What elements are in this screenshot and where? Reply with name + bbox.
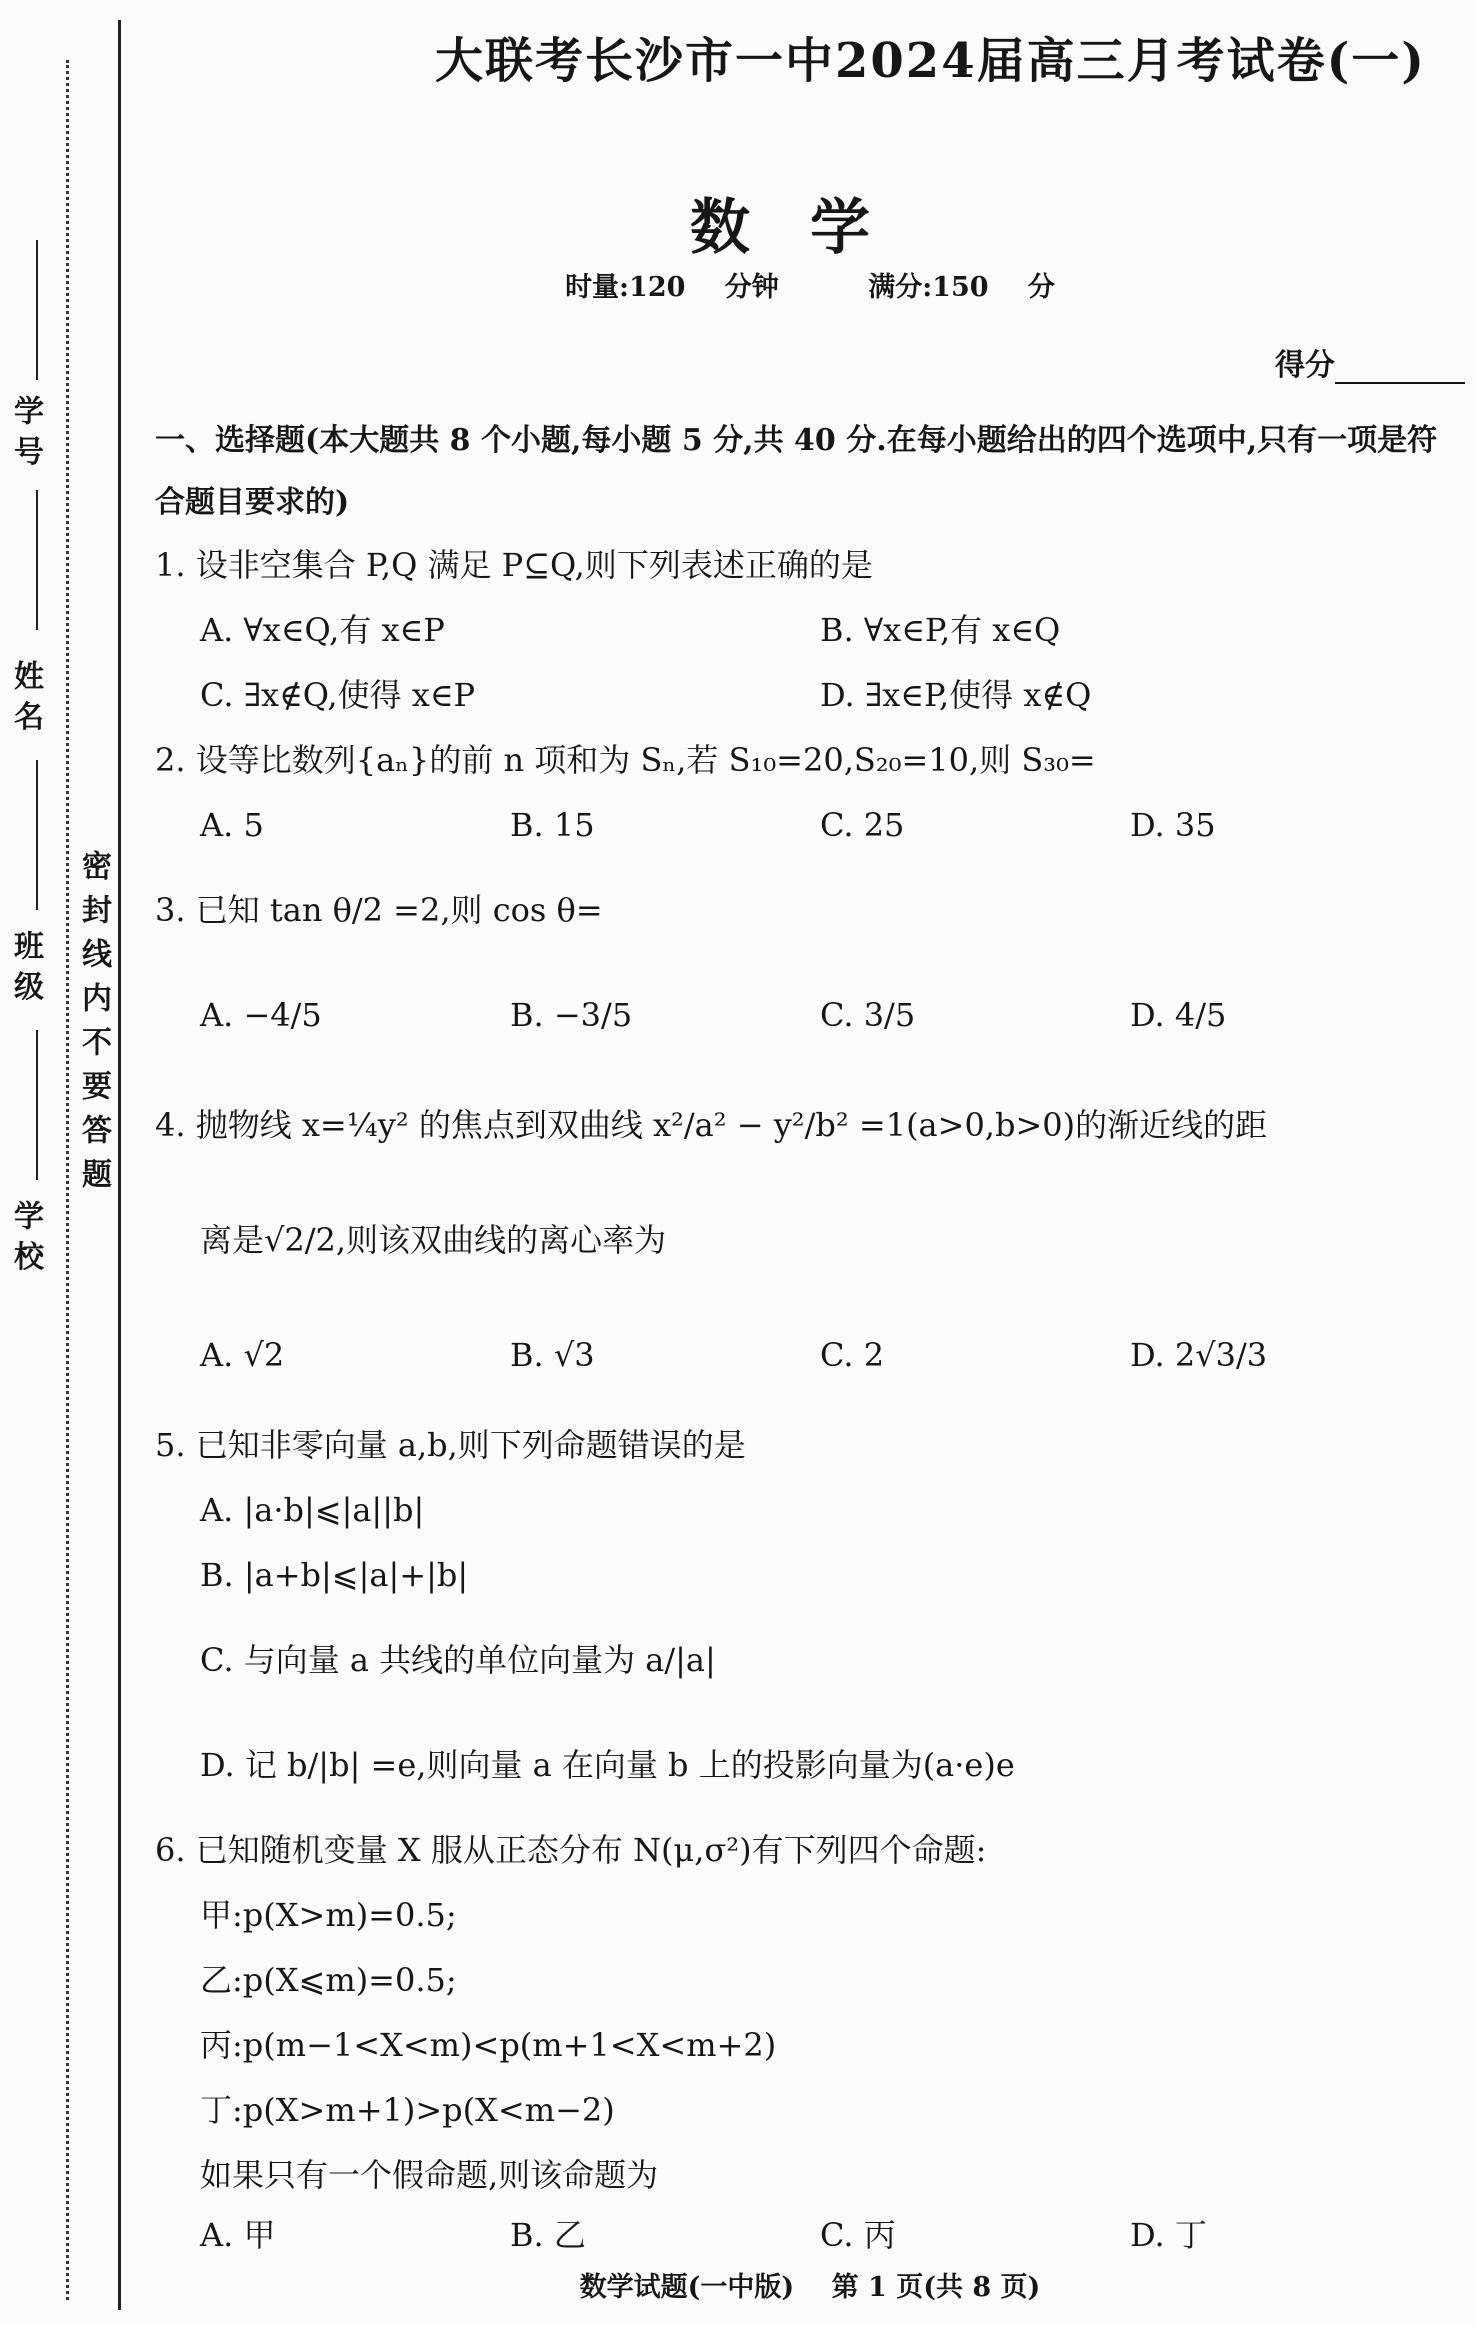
binding-strip (0, 0, 150, 2325)
question-stem: 2. 设等比数列{aₙ}的前 n 项和为 Sₙ,若 S₁₀=20,S₂₀=10,则 S₃₀= (155, 741, 1096, 779)
option: B. 乙 (510, 2216, 586, 2254)
subject-title: 数学 (690, 193, 930, 263)
question-stem: 1. 设非空集合 P,Q 满足 P⊆Q,则下列表述正确的是 (155, 546, 873, 584)
option: C. 3/5 (820, 996, 916, 1034)
option: D. 丁 (1130, 2216, 1207, 2254)
option: C. 与向量 a 共线的单位向量为 a/|a| (200, 1641, 716, 1679)
student-id-label: 学 号 (8, 395, 43, 466)
option: A. 5 (200, 806, 264, 844)
option: A. |a·b|⩽|a||b| (200, 1491, 425, 1529)
score-label: 得分 (1275, 348, 1335, 383)
question-stem: 4. 抛物线 x=¼y² 的焦点到双曲线 x²/a² − y²/b² =1(a>0,b>0)的渐近线的距 (155, 1106, 1268, 1144)
score-field (1275, 340, 1465, 384)
option: A. √2 (200, 1336, 285, 1374)
full-score: 满分:150 分 (868, 272, 1055, 303)
footer-paper-name: 数学试题(一中版) (579, 2272, 795, 2303)
school-blank (36, 1030, 38, 1180)
name-blank (36, 490, 38, 630)
proposition-line: 如果只有一个假命题,则该命题为 (200, 2156, 659, 2194)
option: C. ∃x∉Q,使得 x∈P (200, 676, 476, 714)
student-id-blank (36, 240, 38, 380)
section-title: 一、选择题(本大题共 8 个小题,每小题 5 分,共 40 分.在每小题给出的四个选项中,只有一项是符合题目要求的) (155, 423, 1438, 520)
class-blank (36, 760, 38, 910)
option: C. 2 (820, 1336, 885, 1374)
dotted-fold-line (66, 60, 69, 2300)
school-label: 学 校 (8, 1200, 43, 1271)
option: A. 甲 (200, 2216, 276, 2254)
class-label: 班 级 (8, 930, 43, 1001)
question-stem-continued: 离是√2/2,则该双曲线的离心率为 (200, 1221, 667, 1259)
score-blank (1335, 352, 1465, 384)
option: A. −4/5 (200, 996, 322, 1034)
option: D. 35 (1130, 806, 1216, 844)
proposition-line: 丙:p(m−1<X<m)<p(m+1<X<m+2) (200, 2026, 777, 2064)
proposition-line: 甲:p(X>m)=0.5; (200, 1896, 457, 1934)
option: D. ∃x∈P,使得 x∉Q (820, 676, 1092, 714)
page-footer (155, 2265, 1465, 2304)
seal-notice: 密封线内不要答题 (76, 850, 111, 1202)
option: B. |a+b|⩽|a|+|b| (200, 1556, 469, 1594)
question-stem: 6. 已知随机变量 X 服从正态分布 N(μ,σ²)有下列四个命题: (155, 1831, 987, 1869)
option: B. √3 (510, 1336, 595, 1374)
option: C. 丙 (820, 2216, 896, 2254)
option: C. 25 (820, 806, 905, 844)
option: B. ∀x∈P,有 x∈Q (820, 611, 1061, 649)
seal-line (118, 20, 121, 2310)
question-stem: 3. 已知 tan θ/2 =2,则 cos θ= (155, 891, 603, 929)
option: D. 4/5 (1130, 996, 1227, 1034)
exam-meta (155, 265, 1465, 304)
option: D. 记 b/|b| =e,则向量 a 在向量 b 上的投影向量为(a·e)e (200, 1746, 1015, 1784)
proposition-line: 丁:p(X>m+1)>p(X<m−2) (200, 2091, 615, 2129)
option: B. 15 (510, 806, 595, 844)
footer-page-number: 第 1 页(共 8 页) (831, 2272, 1041, 2303)
question-stem: 5. 已知非零向量 a,b,则下列命题错误的是 (155, 1426, 746, 1464)
proposition-line: 乙:p(X⩽m)=0.5; (200, 1961, 457, 1999)
option: A. ∀x∈Q,有 x∈P (200, 611, 445, 649)
exam-title: 大联考长沙市一中2024届高三月考试卷(一) (435, 33, 1427, 89)
option: D. 2√3/3 (1130, 1336, 1268, 1374)
option: B. −3/5 (510, 996, 633, 1034)
name-label: 姓 名 (8, 660, 43, 731)
time-limit: 时量:120 分钟 (565, 272, 779, 303)
